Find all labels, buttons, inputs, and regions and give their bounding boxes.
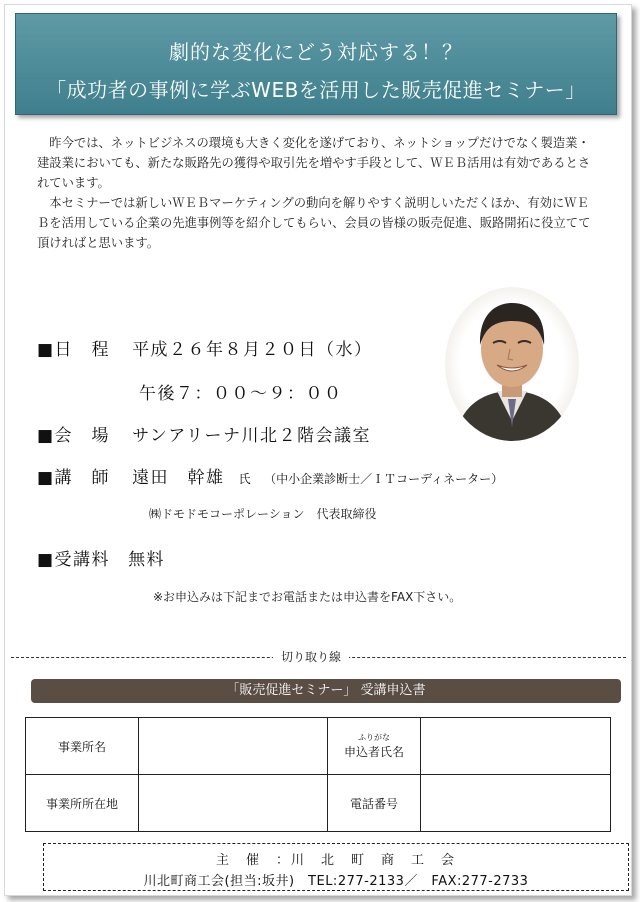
application-note: ※お申込みは下記までお電話または申込書をFAX下さい。 (153, 590, 462, 604)
office-address-label: 事業所所在地 (26, 775, 139, 832)
lecturer-row (37, 463, 503, 488)
office-name-field[interactable] (139, 718, 328, 775)
lecturer-credentials: （中小企業診断士／ＩＴコーディネーター） (264, 472, 504, 486)
banner-headline: 劇的な変化にどう対応する！？ (169, 40, 463, 64)
organizer-footer (43, 843, 629, 891)
cut-line-label: 切り取り線 (273, 648, 349, 665)
application-form-title: 「販売促進セミナー」 受講申込書 (31, 679, 621, 703)
title-banner (15, 13, 617, 115)
lecturer-honorific: 氏 (238, 472, 253, 486)
time-row (139, 379, 343, 404)
lecturer-label: ■講 師 (37, 468, 111, 488)
lecturer-company: ㈱ドモドモコーポレーション 代表取締役 (149, 507, 377, 521)
applicant-label-cell (328, 718, 421, 775)
date-label: ■日 程 (37, 340, 111, 360)
fee-value: 無料 (128, 550, 166, 570)
time-value: 午後７：００～９：００ (139, 384, 343, 404)
venue-value: サンアリーナ川北２階会議室 (132, 426, 372, 446)
venue-row (37, 421, 371, 446)
phone-label: 電話番号 (328, 775, 421, 832)
lecturer-photo (445, 287, 579, 441)
contact-line: 川北町商工会(担当:坂井) TEL:277-2133／ FAX:277-2733 (143, 874, 529, 889)
intro-paragraph-1: 昨今では、ネットビジネスの環境も大きく変化を遂げており、ネットショップだけでなく製造業・建設業においても、新たな販路先の獲得や取引先を増やす手段として、ＷＥＢ活用は有効であるとされています。 (37, 136, 591, 190)
banner-seminar-title: 「成功者の事例に学ぶWEBを活用した販売促進セミナー」 (46, 78, 586, 102)
fee-row (37, 545, 165, 570)
applicant-name-label: 申込者氏名 (343, 744, 404, 759)
date-row (37, 335, 373, 360)
lecturer-name: 遠田 幹雄 (132, 468, 225, 488)
flyer-page (4, 4, 632, 896)
furigana-label: ふりがな (358, 732, 390, 742)
office-name-label: 事業所名 (26, 718, 139, 775)
fee-label: ■受講料 (37, 550, 111, 570)
application-form-table (25, 717, 611, 832)
intro-text (37, 133, 597, 253)
phone-field[interactable] (421, 775, 611, 832)
organizer-line: 主 催 ：川 北 町 商 工 会 (215, 853, 456, 868)
office-address-field[interactable] (139, 775, 328, 832)
applicant-name-field[interactable] (421, 718, 611, 775)
intro-paragraph-2: 本セミナーでは新しいＷＥＢマーケティングの動向を解りやすく説明しいただくほか、有効にＷＥＢを活用している企業の先進事例等を紹介してもらい、会員の皆様の販売促進、販路開拓に役立てて頂ければと思います。 (37, 196, 591, 250)
date-value: 平成２６年８月２０日（水） (132, 340, 373, 360)
lecturer-portrait-image (445, 287, 579, 441)
venue-label: ■会 場 (37, 426, 111, 446)
